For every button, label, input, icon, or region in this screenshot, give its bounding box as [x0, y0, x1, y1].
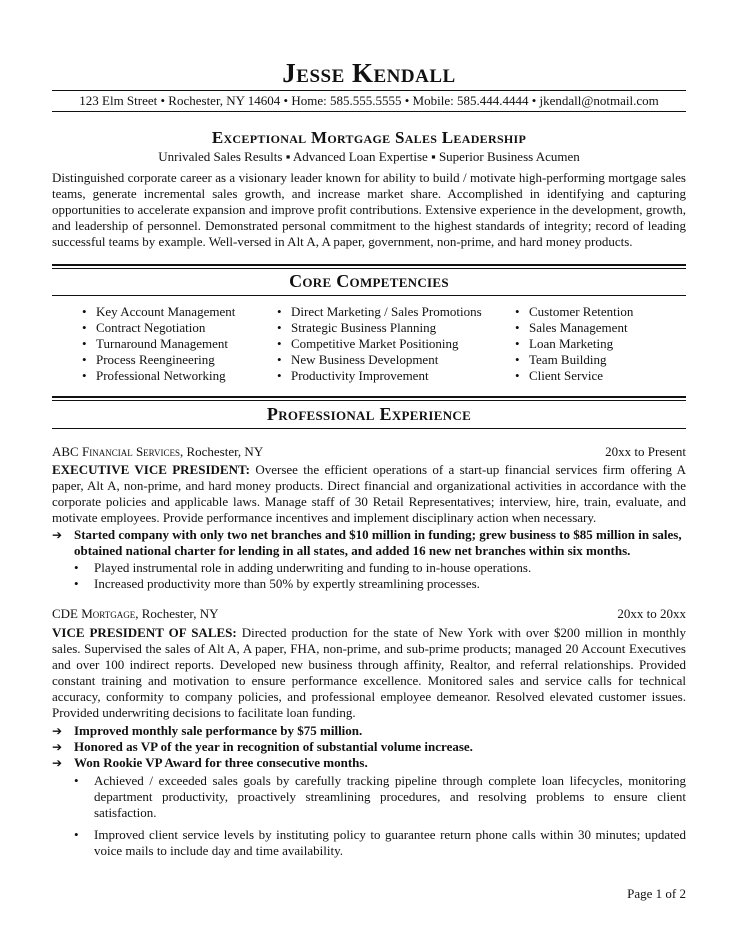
job-header: [52, 606, 686, 622]
experience-rule-top-thin: [52, 400, 686, 401]
job-role: VICE PRESIDENT OF SALES:: [52, 625, 237, 640]
competency-item: • Customer Retention: [515, 304, 633, 320]
highlight-item: [52, 527, 686, 559]
job-location: , Rochester, NY: [135, 606, 219, 621]
job-bullets: [52, 560, 686, 592]
page-number: Page 1 of 2: [627, 886, 686, 901]
job-description: [52, 625, 686, 721]
job-highlights: [52, 723, 686, 771]
bullet-item: • Increased productivity more than 50% by expertly streamlining processes.: [52, 576, 686, 592]
arrow-right-icon: ➔: [52, 740, 63, 754]
bullet-item: • Achieved / exceeded sales goals by carefully tracking pipeline through complete loan lifecycles, monitoring department productivity, proactively streamlining procedures, and resolving problems to ensure client satisfaction.: [52, 773, 686, 821]
competencies-rule-top: [52, 264, 686, 266]
competency-item: • Productivity Improvement: [277, 368, 482, 384]
competency-item: • Client Service: [515, 368, 633, 384]
competency-item: • Loan Marketing: [515, 336, 633, 352]
competency-item: • Direct Marketing / Sales Promotions: [277, 304, 482, 320]
tagline: Unrivaled Sales Results ▪ Advanced Loan Expertise ▪ Superior Business Acumen: [158, 149, 580, 164]
experience-title: Professional Experience: [266, 404, 472, 424]
job-description: [52, 462, 686, 526]
experience-rule-top: [52, 396, 686, 398]
experience-rule-bottom: [52, 428, 686, 429]
competency-item: • Sales Management: [515, 320, 633, 336]
job-role: EXECUTIVE VICE PRESIDENT:: [52, 462, 250, 477]
job-company: ABC Financial Services: [52, 444, 180, 459]
arrow-right-icon: ➔: [52, 724, 63, 738]
competency-item: • Professional Networking: [82, 368, 235, 384]
competencies-column-2: [277, 304, 482, 384]
competency-item: • Turnaround Management: [82, 336, 235, 352]
competencies-rule-top-thin: [52, 268, 686, 269]
job-location: , Rochester, NY: [179, 444, 264, 459]
competency-item: • Key Account Management: [82, 304, 235, 320]
contact-rule-bottom: [52, 111, 686, 112]
highlight-text: Started company with only two net branches and $10 million in funding; grew business to $85 million in sales, obtained national charter for lending in all states, and added 16 new net branches within six months.: [74, 527, 682, 558]
bullet-item: • Played instrumental role in adding underwriting and funding to in-house operations.: [52, 560, 686, 576]
summary-paragraph: Distinguished corporate career as a visionary leader known for ability to build / motivate high-performing mortgage sales teams, generate incremental sales growth, and increase market share. Accomplished in identifying and capturing opportunities to accelerate expansion and improve profit contributions. Extensive experience in the development, growth, and leadership of personnel. Demonstrated personal commitment to the highest standards of integrity; record of leading successful teams by example. Well-versed in Alt A, A paper, government, non-prime, and hard money products.: [52, 170, 686, 249]
competencies-rule-bottom: [52, 295, 686, 296]
competency-item: • Process Reengineering: [82, 352, 235, 368]
highlight-item: [52, 739, 686, 755]
job-bullets: [52, 773, 686, 859]
highlight-item: [52, 755, 686, 771]
competency-item: • New Business Development: [277, 352, 482, 368]
job-dates: 20xx to Present: [605, 444, 686, 459]
headline: Exceptional Mortgage Sales Leadership: [211, 128, 527, 147]
bullet-item: • Improved client service levels by instituting policy to guarantee return phone calls within 30 minutes; updated voice mails to include day and time availability.: [52, 827, 686, 859]
highlight-text: Won Rookie VP Award for three consecutive months.: [74, 755, 368, 770]
job-description-text: Directed production for the state of New York with over $200 million in monthly sales. Supervised the sales of Alt A, A paper, FHA, non-prime, and sub-prime products; managed 20 Account Executives and over 100 indirect reports. Developed new business through affinity, Realtor, and referral relationships. Provided constant training and motivation to ensure performance excellence. Monitored sales and service calls for technical accuracy, conformity to company policies, and professional employee demeanor. Resolved elevated customer issues. Provided underwriting decisions to facilitate loan funding.: [52, 625, 686, 720]
job-highlights: [52, 527, 686, 559]
competency-item: • Team Building: [515, 352, 633, 368]
highlight-item: [52, 723, 686, 739]
job-dates: 20xx to 20xx: [617, 606, 686, 621]
competency-item: • Strategic Business Planning: [277, 320, 482, 336]
contact-line: 123 Elm Street • Rochester, NY 14604 • Home: 585.555.5555 • Mobile: 585.444.4444 • jkendall@notmail.com: [79, 93, 659, 108]
competency-item: • Competitive Market Positioning: [277, 336, 482, 352]
arrow-right-icon: ➔: [52, 756, 63, 770]
job-description-text: Oversee the efficient operations of a start-up financial services firm offering A paper, Alt A, non-prime, and hard money products. Direct financial and organizational activities in accordance with the corporate policies and applicable laws. Manage staff of 30 Retail Representatives; interview, hire, train, evaluate, and motivate employees. Provide performance incentives and implement disciplinary action when necessary.: [52, 462, 686, 525]
highlight-text: Improved monthly sale performance by $75 million.: [74, 723, 363, 738]
contact-rule-top: [52, 90, 686, 91]
resume-page: [52, 0, 686, 952]
competency-item: • Contract Negotiation: [82, 320, 235, 336]
competencies-column-3: [515, 304, 633, 384]
highlight-text: Honored as VP of the year in recognition of substantial volume increase.: [74, 739, 473, 754]
job-header: [52, 444, 686, 460]
competencies-column-1: [82, 304, 235, 384]
job-company: CDE Mortgage: [52, 606, 136, 621]
competencies-title: Core Competencies: [289, 271, 449, 291]
candidate-name: Jesse Kendall: [282, 58, 456, 88]
arrow-right-icon: ➔: [52, 528, 63, 542]
